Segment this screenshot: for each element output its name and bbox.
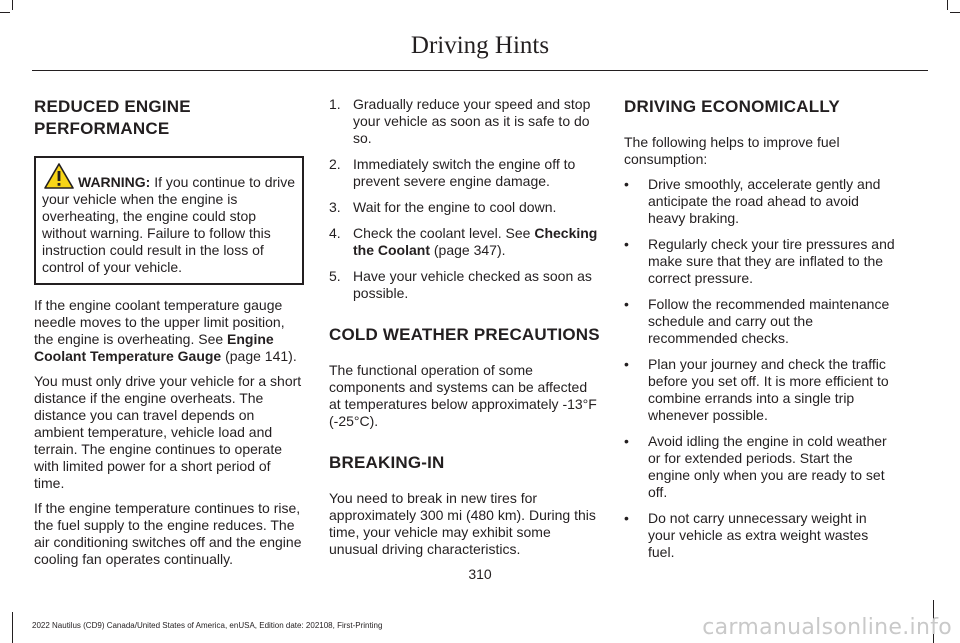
step-number: 4. [329,225,341,241]
section-heading-reduced-engine-performance: REDUCED ENGINE PERFORMANCE [34,97,191,138]
paragraph: The following helps to improve fuel consumption: [624,134,840,167]
warning-box [34,156,304,285]
bullet: • [624,176,629,192]
crop-mark [947,0,948,10]
section-heading-breaking-in: BREAKING-IN [329,453,445,472]
paragraph: You must only drive your vehicle for a short distance if the engine overheats. The distance you can travel depends on ambient temperature, vehicle load and terrain. The engine continues to operate with limited power for a short period of time. [34,373,302,491]
economy-tips-list [624,176,895,561]
step-number: 1. [329,96,341,112]
step-number: 2. [329,156,341,172]
paragraph [34,297,304,365]
paragraph: The functional operation of some components and systems can be affected at temperatures below approximately -13°F (-25°C). [329,362,597,429]
step-text: Immediately switch the engine off to prevent severe engine damage. [353,156,576,189]
paragraph: If the engine temperature continues to rise, the fuel supply to the engine reduces. The air conditioning switches off and the engine cooling fan operates continually. [34,500,302,567]
list-item [329,96,600,147]
list-item [624,433,895,501]
column-driving-economically [624,96,895,570]
crop-mark [950,12,960,13]
warning-text [42,174,296,276]
cross-reference-link[interactable]: Engine Coolant Temperature Gauge [34,331,274,364]
list-item [329,268,600,302]
list-item [624,236,895,287]
page-title: Driving Hints [410,32,550,59]
step-text: Check the coolant level. See [353,225,535,241]
crop-mark [12,612,13,643]
bullet: • [624,356,629,372]
column-reduced-engine-performance [34,96,304,576]
warning-triangle-icon [44,163,74,189]
tip-text: Drive smoothly, accelerate gently and anticipate the road ahead to avoid heavy braking. [648,176,881,226]
warning-label: WARNING: [78,174,151,190]
paragraph-text: If the engine coolant temperature gauge needle moves to the upper limit position, the engine is overheating. See [34,297,285,347]
edition-info: 2022 Nautilus (CD9) Canada/United States of America, enUSA, Edition date: 202108, First-Printing [32,621,383,630]
page-reference: (page 347). [430,242,506,258]
list-item [624,356,895,424]
bullet: • [624,510,629,526]
list-item [624,510,895,561]
list-item [624,176,895,227]
cross-reference-link[interactable]: Checking the Coolant [353,225,598,258]
section-heading-driving-economically: DRIVING ECONOMICALLY [624,97,840,116]
section-heading-cold-weather-precautions: COLD WEATHER PRECAUTIONS [329,325,600,344]
header-rule [32,70,928,71]
list-item [329,199,600,216]
step-text: Gradually reduce your speed and stop your vehicle as soon as it is safe to do so. [353,96,591,146]
tip-text: Follow the recommended maintenance schedule and carry out the recommended checks. [648,296,890,346]
bullet: • [624,296,629,312]
watermark: carmanualsonline.info [702,615,952,640]
crop-mark [12,0,13,10]
warning-body: If you continue to drive your vehicle when the engine is overheating, the engine could stop without warning. Failure to follow this instruction could result in the loss of control of your vehicle. [42,174,296,275]
list-item [624,296,895,347]
tip-text: Regularly check your tire pressures and make sure that they are inflated to the correct pressure. [648,236,895,286]
step-text: Wait for the engine to cool down. [353,199,557,215]
page-number: 310 [468,566,492,582]
tip-text: Avoid idling the engine in cold weather or for extended periods. Start the engine only when you are ready to set off. [648,433,887,500]
column-steps-and-precautions [329,96,600,566]
tip-text: Plan your journey and check the traffic before you set off. It is more efficient to combine errands into a single trip whenever possible. [648,356,889,423]
step-number: 5. [329,268,341,284]
list-item [329,225,600,259]
page-reference: (page 141). [221,348,297,364]
step-number: 3. [329,199,341,215]
crop-mark [0,12,10,13]
bullet: • [624,433,629,449]
list-item [329,156,600,190]
tip-text: Do not carry unnecessary weight in your vehicle as extra weight wastes fuel. [648,510,869,560]
step-text: Have your vehicle checked as soon as possible. [353,268,592,301]
bullet: • [624,236,629,252]
overheating-steps-list [329,96,600,302]
paragraph: You need to break in new tires for approximately 300 mi (480 km). During this time, your vehicle may exhibit some unusual driving characteristics. [329,490,596,557]
